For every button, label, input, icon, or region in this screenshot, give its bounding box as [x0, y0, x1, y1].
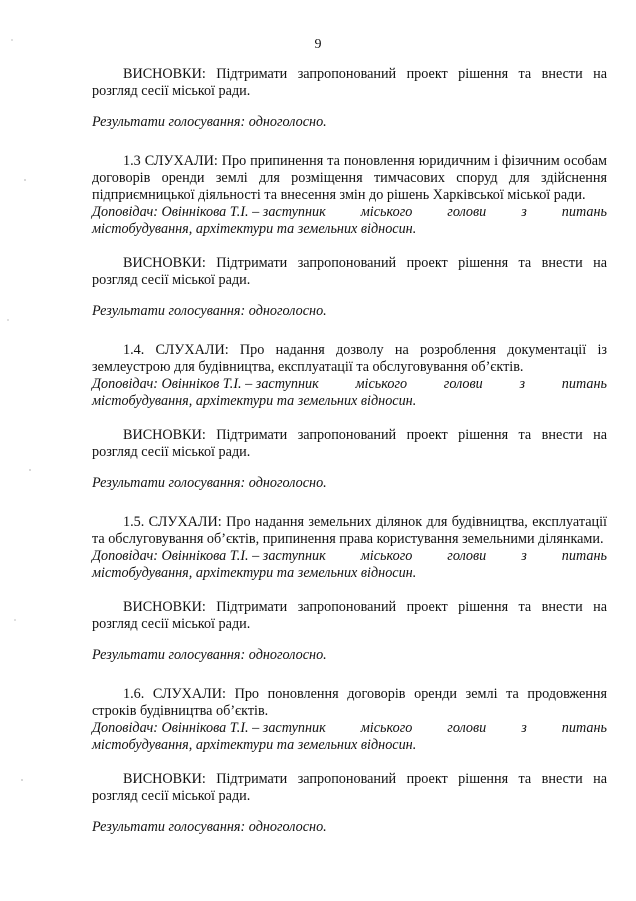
- speaker-word: Доповідач: Овіннікова Т.І. – заступник: [92, 720, 326, 736]
- heard-item-1-5: 1.5. СЛУХАЛИ: Про надання земельних ділянок для будівництва, експлуатації та обслуговування об’єктів, припинення права користування земельними ділянками.: [92, 514, 607, 547]
- scan-edge-noise: [0, 0, 40, 901]
- conclusion-paragraph: ВИСНОВКИ: Підтримати запропонований проект рішення та внести на розгляд сесії міської ради.: [92, 599, 607, 632]
- heard-item-1-6: 1.6. СЛУХАЛИ: Про поновлення договорів оренди землі та продовження строків будівництва об’єктів.: [92, 686, 607, 719]
- heard-item-1-4: 1.4. СЛУХАЛИ: Про надання дозволу на розроблення документації із землеустрою для будівництва, експлуатації та обслуговування об’єктів.: [92, 342, 607, 375]
- speaker-position: містобудування, архітектури та земельних відносин.: [92, 221, 417, 237]
- speaker-word: з: [519, 376, 526, 392]
- speaker-line: [92, 204, 607, 221]
- speaker-position: містобудування, архітектури та земельних відносин.: [92, 393, 417, 409]
- speaker-word: міського: [360, 204, 413, 220]
- speaker-line: [92, 720, 607, 737]
- speaker-word: міського: [360, 720, 413, 736]
- speaker-word: міського: [355, 376, 408, 392]
- page-number: 9: [314, 37, 322, 52]
- speaker-word: з: [521, 204, 527, 220]
- speaker-word: голови: [447, 720, 487, 736]
- speaker-word: з: [521, 548, 527, 564]
- speaker-word: питань: [561, 204, 607, 220]
- voting-result: Результати голосування: одноголосно.: [92, 303, 327, 319]
- document-body: [92, 66, 607, 836]
- speaker-word: питань: [561, 720, 607, 736]
- speaker-word: голови: [443, 376, 483, 392]
- speaker-word: міського: [360, 548, 413, 564]
- voting-result: Результати голосування: одноголосно.: [92, 475, 327, 491]
- speaker-word: голови: [447, 204, 487, 220]
- conclusion-paragraph: ВИСНОВКИ: Підтримати запропонований проект рішення та внести на розгляд сесії міської ради.: [92, 771, 607, 804]
- speaker-word: питань: [561, 548, 607, 564]
- speaker-position: містобудування, архітектури та земельних відносин.: [92, 565, 417, 581]
- heard-item-1-3: 1.3 СЛУХАЛИ: Про припинення та поновлення юридичним і фізичним особам договорів оренди землі для розміщення тимчасових споруд для здійснення підприємницької діяльності та внесення змін до рішень Харківської міської ради.: [92, 153, 607, 203]
- speaker-word: Доповідач: Овінніков Т.І. – заступник: [92, 376, 319, 392]
- speaker-position: містобудування, архітектури та земельних відносин.: [92, 737, 417, 753]
- voting-result: Результати голосування: одноголосно.: [92, 819, 327, 835]
- conclusion-paragraph: ВИСНОВКИ: Підтримати запропонований проект рішення та внести на розгляд сесії міської ради.: [92, 66, 607, 99]
- speaker-word: Доповідач: Овіннікова Т.І. – заступник: [92, 548, 326, 564]
- speaker-word: з: [521, 720, 527, 736]
- speaker-line: [92, 376, 607, 393]
- speaker-word: Доповідач: Овіннікова Т.І. – заступник: [92, 204, 326, 220]
- conclusion-paragraph: ВИСНОВКИ: Підтримати запропонований проект рішення та внести на розгляд сесії міської ради.: [92, 255, 607, 288]
- voting-result: Результати голосування: одноголосно.: [92, 114, 327, 130]
- conclusion-paragraph: ВИСНОВКИ: Підтримати запропонований проект рішення та внести на розгляд сесії міської ради.: [92, 427, 607, 460]
- voting-result: Результати голосування: одноголосно.: [92, 647, 327, 663]
- speaker-word: голови: [447, 548, 487, 564]
- speaker-word: питань: [561, 376, 607, 392]
- speaker-line: [92, 548, 607, 565]
